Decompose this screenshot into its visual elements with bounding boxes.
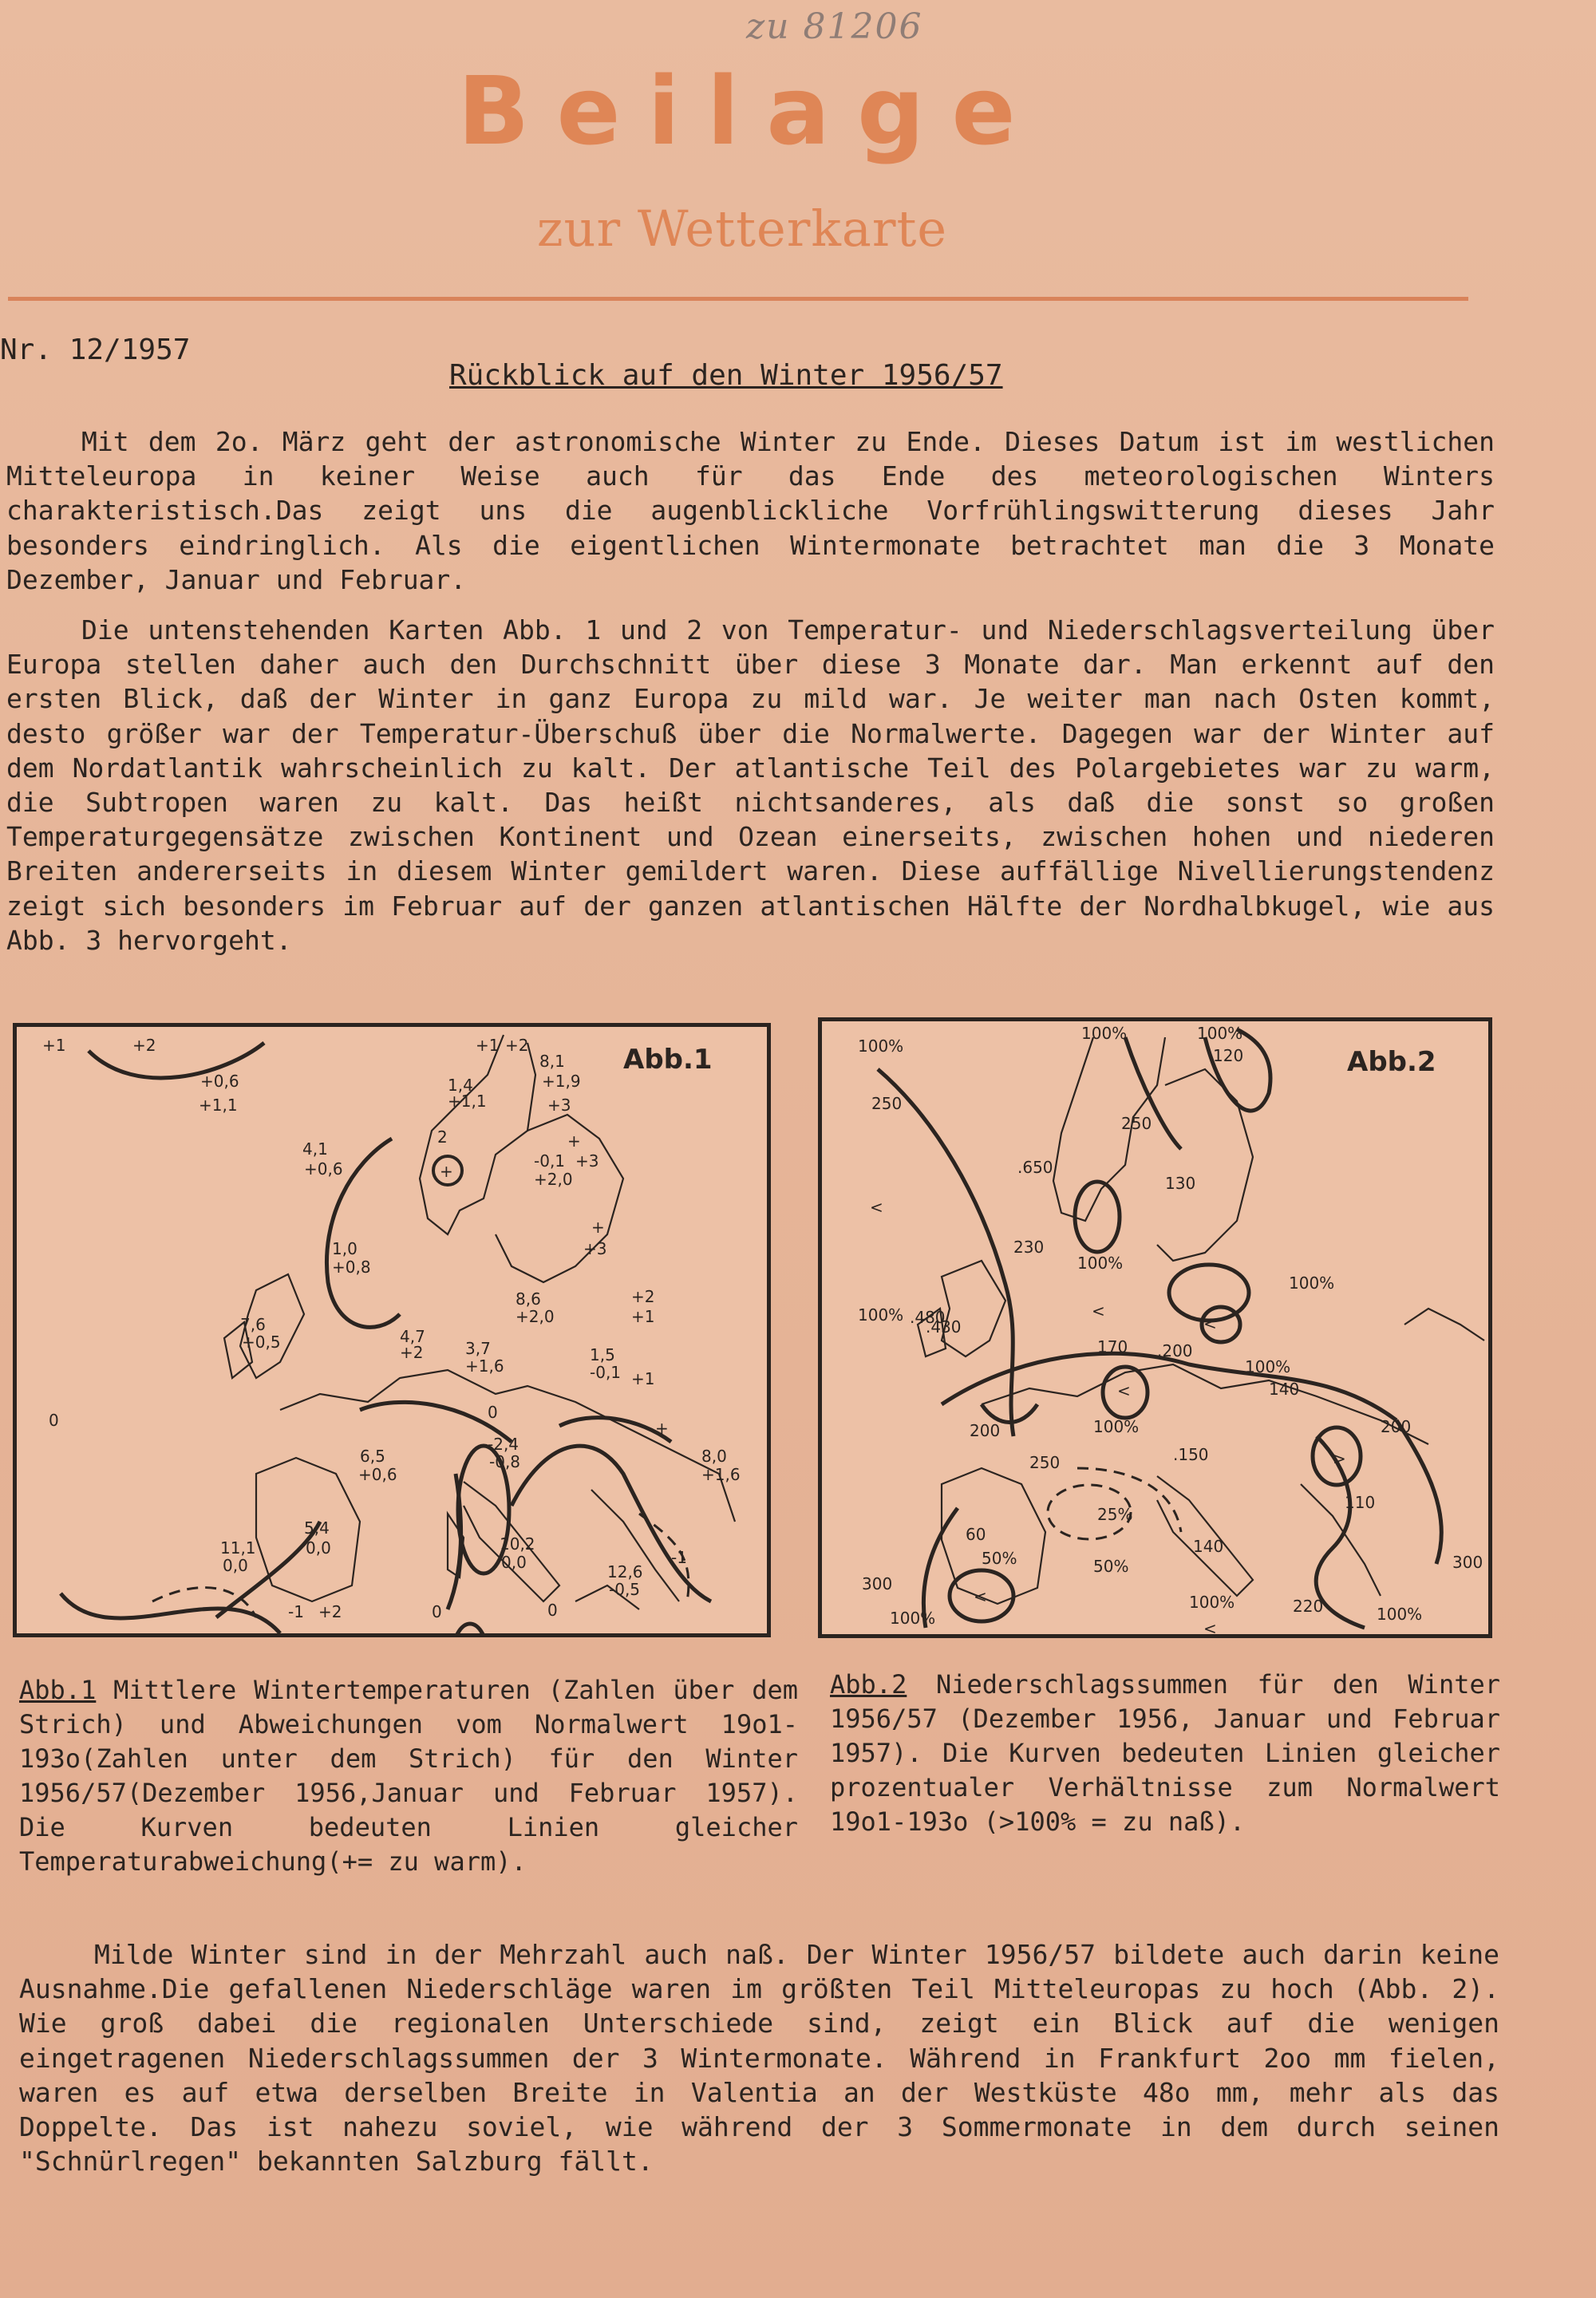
fig2-annotation: < — [870, 1198, 883, 1217]
fig2-annotation: 60 — [966, 1525, 986, 1544]
fig1-annotation: 1,4 — [448, 1076, 473, 1095]
fig1-annotation: +0,6 — [304, 1159, 343, 1179]
fig1-coastlines — [224, 1035, 735, 1609]
fig2-annotation: 200 — [970, 1421, 1001, 1440]
fig2-annotations — [858, 1024, 1483, 1634]
fig1-annotation: -1 — [671, 1548, 687, 1567]
fig1-annotation: 4,7 — [400, 1327, 425, 1346]
fig2-annotation: 220 — [1293, 1597, 1324, 1616]
fig2-annotation: 100% — [858, 1305, 904, 1325]
fig1-annotation: + — [440, 1162, 453, 1181]
fig1-annotation: +2,0 — [516, 1307, 555, 1326]
fig2-annotation: < — [1203, 1314, 1217, 1333]
fig1-caption-text: Mittlere Wintertemperaturen (Zahlen über dem Strich) und Abweichungen vom Normalwert 19o1-193o(Zahlen unter dem Strich) für den Winter 1956/57(Dezember 1956,Januar und Februar 1957). Die Kurven bedeuten Linien gleicher Temperaturabweichung(+= zu warm). — [19, 1675, 798, 1877]
fig1-annotation: 12,6 — [607, 1562, 643, 1581]
fig2-annotation: 300 — [862, 1574, 893, 1593]
fig1-annotation: 10,2 — [500, 1534, 535, 1554]
fig2-annotation: 100% — [1093, 1417, 1140, 1436]
fig1-annotation: +1 — [476, 1036, 500, 1055]
fig1-annotation: 6,5 — [360, 1447, 385, 1466]
masthead-divider — [8, 297, 1468, 301]
fig1-annotation: 1,0 — [332, 1239, 358, 1258]
fig1-annotation: -1 — [288, 1602, 304, 1621]
fig1-isolines — [61, 1043, 711, 1633]
fig2-annotation: 200 — [1381, 1417, 1412, 1436]
fig2-annotation: 110 — [1345, 1493, 1376, 1512]
fig2-annotation: 100% — [1197, 1024, 1243, 1043]
fig2-annotation: 100% — [1245, 1357, 1291, 1376]
headline: Rückblick auf den Winter 1956/57 — [449, 359, 1003, 392]
fig1-annotation: 7,6 — [240, 1315, 266, 1334]
masthead-title: Beilage — [457, 56, 1043, 166]
fig2-annotation: .650 — [1017, 1158, 1053, 1177]
fig1-annotation: 0 — [488, 1403, 498, 1422]
fig2-isolines — [878, 1029, 1441, 1628]
fig2-annotation: < — [974, 1587, 987, 1606]
figure-2-map — [818, 1017, 1492, 1638]
fig1-annotation: 3,7 — [465, 1339, 491, 1358]
fig1-annotation: + — [655, 1419, 669, 1438]
fig1-annotation: + — [591, 1218, 605, 1237]
fig2-annotation: 100% — [858, 1036, 904, 1056]
fig2-annotation: 100% — [1077, 1254, 1124, 1273]
fig2-annotation: 100% — [1377, 1605, 1423, 1624]
paragraph-1-text: Mit dem 2o. März geht der astronomische Winter zu Ende. Dieses Datum ist im westlichen Mitteleuropa in keiner Weise auch für das Ende des meteorologischen Winters charakteristisch.Das zeigt uns die augenblickliche Vorfrühlingswitterung dieses Jahr besonders eindringlich. Als die eigentlichen Wintermonate betrachtet man die 3 Monate Dezember, Januar und Februar. — [6, 426, 1495, 595]
paragraph-3 — [19, 1937, 1499, 2178]
fig1-annotation: +3 — [547, 1096, 571, 1115]
fig2-annotation: 300 — [1452, 1553, 1483, 1572]
issue-number: Nr. 12/1957 — [0, 334, 191, 366]
fig1-annotation: 0 — [49, 1411, 59, 1430]
fig1-annotation: 11,1 — [220, 1538, 256, 1558]
fig1-annotation: +1,1 — [448, 1092, 487, 1111]
fig1-annotations — [42, 1036, 741, 1621]
fig1-annotation: 0,0 — [306, 1538, 331, 1558]
fig1-annotation: 5,4 — [304, 1518, 330, 1538]
fig1-annotation: +1 — [42, 1036, 66, 1055]
fig2-annotation: 50% — [1093, 1557, 1129, 1576]
fig1-annotation: +0,8 — [332, 1258, 371, 1277]
fig1-annotation: +1,9 — [542, 1072, 581, 1091]
fig2-annotation: .480 — [910, 1308, 946, 1327]
fig1-annotation: 8,0 — [701, 1447, 727, 1466]
fig2-annotation: 250 — [1029, 1453, 1061, 1472]
fig2-annotation: .200 — [1157, 1341, 1193, 1360]
fig1-annotation: +1,6 — [465, 1356, 504, 1376]
fig1-annotation: 0,0 — [501, 1553, 527, 1572]
fig1-annotation: + — [567, 1131, 581, 1151]
fig1-annotation: -0,5 — [609, 1580, 641, 1599]
fig1-annotation: +1,6 — [701, 1465, 741, 1484]
fig1-annotation: 0 — [547, 1601, 558, 1620]
fig2-caption-label: Abb.2 — [830, 1669, 907, 1700]
fig2-annotation: .430 — [926, 1317, 962, 1337]
fig1-annotation: -0,8 — [489, 1452, 521, 1471]
fig2-annotation: 250 — [1121, 1114, 1152, 1133]
fig1-annotation: 0 — [432, 1602, 442, 1621]
fig2-annotation: 100% — [890, 1609, 936, 1628]
fig2-caption-text: Niederschlagssummen für den Winter 1956/57 (Dezember 1956, Januar und Februar 1957). Die Kurven bedeuten Linien gleicher prozentualer Verhältnisse zum Normalwert 19o1-193o (>100% = zu naß). — [830, 1669, 1500, 1837]
fig1-annotation: +2,0 — [534, 1170, 573, 1189]
fig2-annotation: 100% — [1081, 1024, 1128, 1043]
fig1-annotation: +3 — [575, 1151, 599, 1171]
fig2-label: Abb.2 — [1347, 1046, 1436, 1078]
fig2-annotation: 25% — [1097, 1505, 1133, 1524]
figure-2-caption — [830, 1668, 1500, 1839]
paragraph-2-text: Die untenstehenden Karten Abb. 1 und 2 von Temperatur- und Niederschlagsverteilung über Europa stellen daher auch den Durchschnitt über diese 3 Monate dar. Man erkennt auf den ersten Blick, daß der Winter in ganz Europa zu mild war. Je weiter man nach Osten kommt, desto größer war der Temperatur-Überschuß über die Normalwerte. Dagegen war der Winter auf dem Nordatlantik wahrscheinlich zu kalt. Der atlantische Teil des Polargebietes war zu warm, die Subtropen waren zu kalt. Das heißt nichtsanderes, als daß die sonst so großen Temperaturgegensätze zwischen Kontinent und Ozean einerseits, zwischen hohen und niederen Breiten andererseits in diesem Winter gemildert waren. Diese auffällige Nivellierungstendenz zeigt sich besonders im Februar auf der ganzen atlantischen Hälfte der Nordhalbkugel, wie aus Abb. 3 hervorgeht. — [6, 614, 1495, 956]
paragraph-1 — [6, 424, 1495, 597]
fig1-annotation: -0,1 — [590, 1363, 622, 1382]
fig1-annotation: 8,6 — [516, 1289, 541, 1309]
fig1-annotation: +2 — [132, 1036, 156, 1055]
fig1-annotation: 8,1 — [539, 1052, 565, 1071]
fig2-annotation: 100% — [1189, 1593, 1235, 1612]
fig1-annotation: 2 — [437, 1127, 448, 1147]
fig1-annotation: +2 — [400, 1343, 424, 1362]
fig1-label: Abb.1 — [623, 1044, 713, 1076]
fig2-annotation: 230 — [1013, 1238, 1045, 1257]
fig2-annotation: 140 — [1269, 1380, 1300, 1399]
fig2-annotation: > — [1333, 1449, 1346, 1468]
fig1-annotation: +3 — [583, 1239, 607, 1258]
figure-2-svg — [822, 1021, 1488, 1634]
fig1-annotation: 4,1 — [302, 1139, 328, 1159]
fig2-annotation: < — [1117, 1381, 1131, 1400]
fig1-annotation: +1 — [631, 1307, 655, 1326]
fig1-annotation: +2 — [631, 1287, 655, 1306]
figure-1-caption — [19, 1673, 798, 1879]
fig1-annotation: 0,0 — [223, 1556, 248, 1575]
fig1-annotation: +2 — [505, 1036, 529, 1055]
fig2-annotation: 170 — [1097, 1337, 1128, 1356]
figure-1-svg — [17, 1027, 767, 1633]
fig1-caption-label: Abb.1 — [19, 1675, 97, 1705]
fig1-annotation: +0,5 — [242, 1333, 281, 1352]
fig2-annotation: 130 — [1165, 1174, 1196, 1193]
fig1-annotation: 1,5 — [590, 1345, 615, 1364]
fig2-annotation: 50% — [982, 1549, 1017, 1568]
fig2-annotation: 100% — [1289, 1273, 1335, 1293]
fig2-annotation: 140 — [1193, 1537, 1224, 1556]
handwritten-note: zu 81206 — [746, 6, 923, 47]
fig1-annotation: +1,1 — [199, 1096, 238, 1115]
paragraph-3-text: Milde Winter sind in der Mehrzahl auch naß. Der Winter 1956/57 bildete auch darin keine Ausnahme.Die gefallenen Niederschläge waren im größten Teil Mitteleuropas zu hoch (Abb. 2). Wie groß dabei die regionalen Unterschiede sind, zeigt ein Blick auf die wenigen eingetragenen Niederschlagssummen der 3 Wintermonate. Während in Frankfurt 2oo mm fielen, waren es auf etwa derselben Breite in Valentia an der Westküste 48o mm, mehr als das Doppelte. Das ist nahezu soviel, wie während der 3 Sommermonate in dem durch seinen "Schnürlregen" bekannten Salzburg fällt. — [19, 1939, 1499, 2178]
masthead-subtitle: zur Wetterkarte — [536, 199, 948, 258]
fig1-annotation: -2,4 — [488, 1435, 519, 1454]
fig2-annotation: < — [1092, 1301, 1105, 1321]
fig2-annotation: 120 — [1213, 1046, 1244, 1065]
fig1-annotation: +0,6 — [200, 1072, 239, 1091]
fig2-annotation: < — [1203, 1619, 1217, 1634]
fig1-annotation: +2 — [318, 1602, 342, 1621]
figure-1-map — [13, 1023, 771, 1637]
fig1-annotation: +1 — [631, 1369, 655, 1388]
paragraph-2 — [6, 613, 1495, 958]
fig2-annotation: 250 — [871, 1094, 903, 1113]
fig1-annotation: -0,1 — [534, 1151, 566, 1171]
fig1-annotation: +0,6 — [358, 1465, 397, 1484]
fig2-annotation: .150 — [1173, 1445, 1209, 1464]
